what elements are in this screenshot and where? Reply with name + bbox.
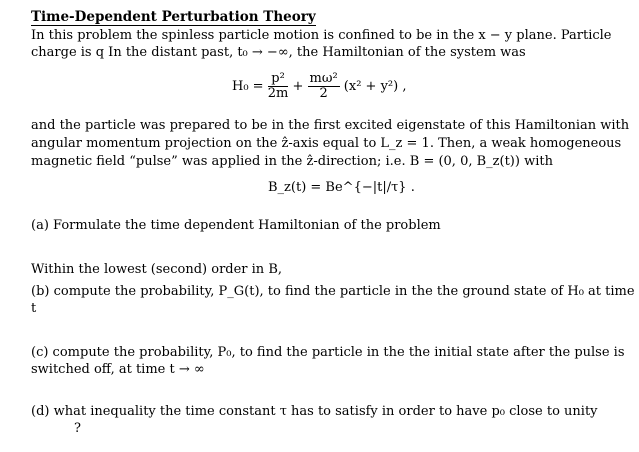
- hamiltonian-h0-equation: [232, 72, 406, 101]
- potential-tail: (x² + y²) ,: [343, 79, 407, 94]
- kinetic-denominator: 2m: [267, 86, 289, 101]
- body-line-2: angular momentum projection on the ẑ-axis equal to L_z = 1. Then, a weak homogeneous: [31, 136, 622, 151]
- part-b-line-1: (b) compute the probability, P_G(t), to find the particle in the the ground state of H₀ at time: [31, 284, 635, 299]
- part-a: (a) Formulate the time dependent Hamiltonian of the problem: [31, 218, 441, 233]
- potential-coefficient: [308, 72, 340, 101]
- intro-line-2: charge is q In the distant past, t₀ → −∞, the Hamiltonian of the system was: [31, 45, 526, 60]
- part-c-line-1: (c) compute the probability, P₀, to find the particle in the the initial state after the pulse is: [31, 345, 625, 360]
- body-line-1: and the particle was prepared to be in the first excited eigenstate of this Hamiltonian with: [31, 118, 630, 133]
- potential-numerator: mω²: [309, 71, 338, 86]
- part-b-line-2: t: [31, 301, 37, 316]
- part-d-line-2: ?: [74, 421, 81, 436]
- intro-line-1: In this problem the spinless particle motion is confined to be in the x − y plane. Particle: [31, 28, 612, 43]
- within-order-note: Within the lowest (second) order in B,: [31, 262, 282, 277]
- kinetic-numerator: p²: [268, 72, 289, 87]
- problem-title: Time-Dependent Perturbation Theory: [31, 9, 316, 25]
- part-c-line-2: switched off, at time t → ∞: [31, 362, 205, 377]
- body-line-3: magnetic field “pulse” was applied in the ẑ-direction; i.e. B = (0, 0, B_z(t)) with: [31, 154, 553, 169]
- kinetic-term: [268, 72, 289, 101]
- h0-lhs: H₀ =: [232, 79, 264, 94]
- part-d-line-1: (d) what inequality the time constant τ has to satisfy in order to have p₀ close to unity: [31, 404, 598, 419]
- bz-pulse-equation: B_z(t) = Be^{−|t|/τ} .: [268, 180, 415, 195]
- potential-denominator: 2: [319, 86, 328, 101]
- plus-sign: +: [292, 79, 304, 94]
